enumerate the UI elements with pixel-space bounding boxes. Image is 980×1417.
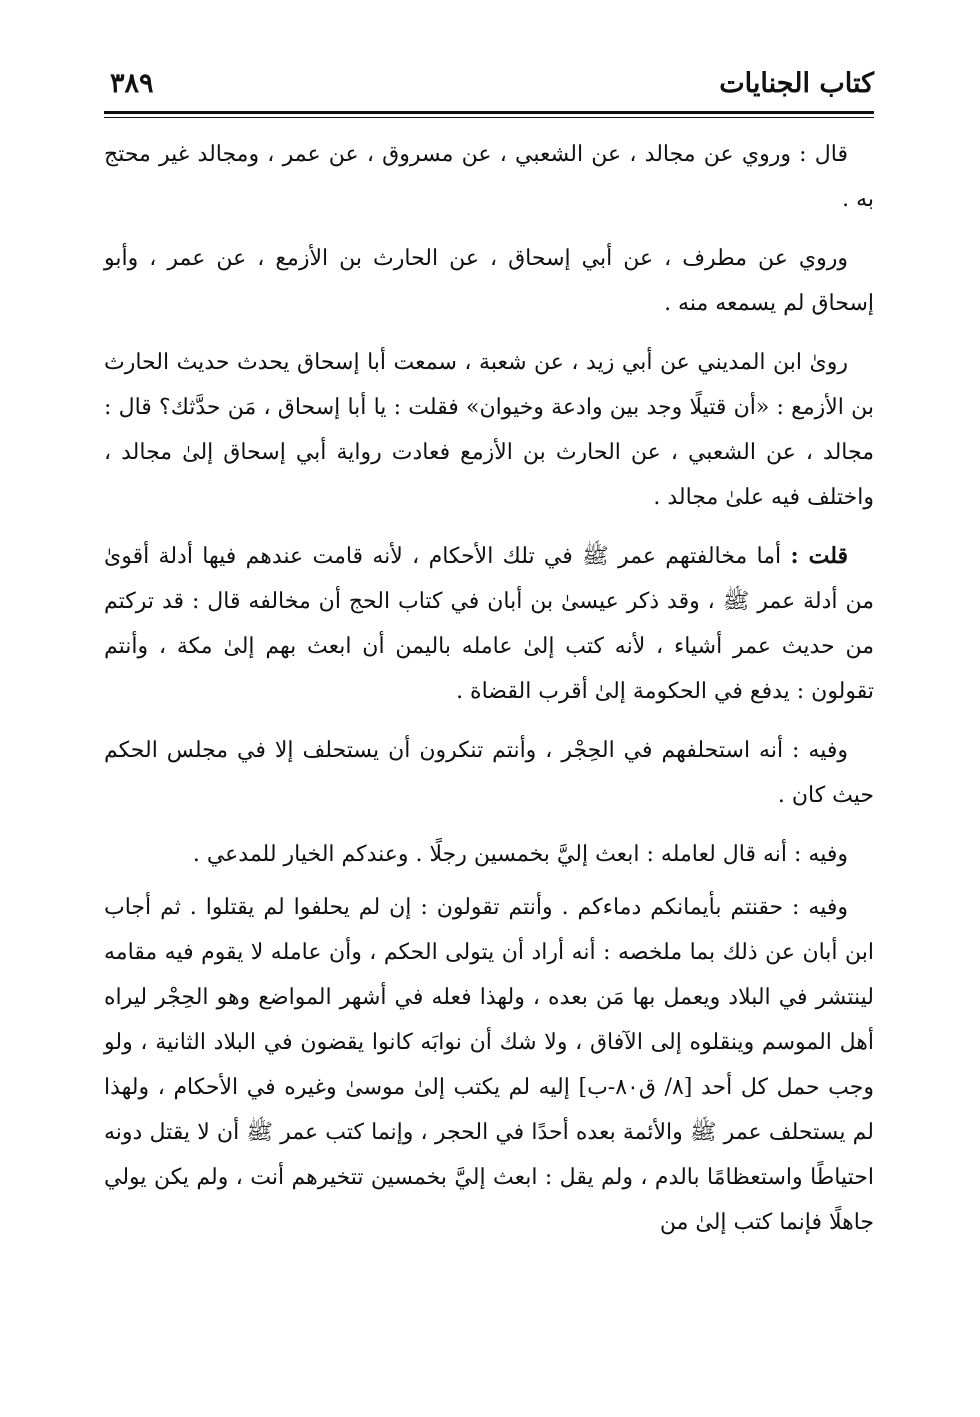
paragraph-text: أما مخالفتهم عمر ﷺ في تلك الأحكام ، لأنه قامت عندهم فيها أدلة أقوىٰ من أدلة عمر ﷺ ، وقد ذكر عيسىٰ بن أبان في كتاب الحج أن مخالفه قال : قد تركتم من حديث عمر أشياء ، لأنه كتب إلىٰ عامله باليمن أن ابعث بهم إلىٰ مكة ، وأنتم تقولون : يدفع في الحكومة إلىٰ أقرب القضاة .	[104, 544, 874, 704]
paragraph	[104, 885, 874, 1245]
paragraph-text: وفيه : حقنتم بأيمانكم دماءكم . وأنتم تقولون : إن لم يحلفوا لم يقتلوا . ثم أجاب ابن أبان عن ذلك بما ملخصه : أنه أراد أن يتولى الحكم ، وأن عامله لا يقوم فيه مقامه لينتشر في البلاد ويعمل بها مَن بعده ، ولهذا فعله في أشهر المواضع وهو الحِجْر ليراه أهل الموسم وينقلوه إلى الآفاق ، ولا شك أن نوابَه كانوا يقضون في البلاد الثانية ، ولو وجب حمل كل أحد [٨/ ق٨٠-ب] إليه لم يكتب إلىٰ موسىٰ وغيره في الأحكام ، ولهذا لم يستحلف عمر ﷺ والأئمة بعده أحدًا في الحجر ، وإنما كتب عمر ﷺ أن لا يقتل دونه احتياطًا واستعظامًا بالدم ، ولم يقل : ابعث إليَّ بخمسين تتخيرهم أنت ، ولم يكن يولي جاهلًا فإنما كتب إلىٰ من	[104, 895, 874, 1235]
paragraph-text: وفيه : أنه قال لعامله : ابعث إليَّ بخمسين رجلًا . وعندكم الخيار للمدعي .	[192, 842, 848, 867]
paragraph-text: روىٰ ابن المديني عن أبي زيد ، عن شعبة ، سمعت أبا إسحاق يحدث حديث الحارث بن الأزمع : «أن قتيلًا وجد بين وادعة وخيوان» فقلت : يا أبا إسحاق ، مَن حدَّثك؟ قال : مجالد ، عن الشعبي ، عن الحارث بن الأزمع فعادت رواية أبي إسحاق إلىٰ مجالد ، واختلف فيه علىٰ مجالد .	[104, 350, 874, 510]
paragraph	[104, 132, 874, 222]
page-number: ٣٨٩	[110, 68, 154, 99]
header-rule-thick	[104, 111, 874, 114]
body-text	[104, 132, 874, 1245]
paragraph-text: وفيه : أنه استحلفهم في الحِجْر ، وأنتم تنكرون أن يستحلف إلا في مجلس الحكم حيث كان .	[104, 738, 874, 808]
header-rule-thin	[104, 117, 874, 118]
paragraph-text: قال : وروي عن مجالد ، عن الشعبي ، عن مسروق ، عن عمر ، ومجالد غير محتج به .	[104, 142, 874, 212]
paragraph-text: وروي عن مطرف ، عن أبي إسحاق ، عن الحارث بن الأزمع ، عن عمر ، وأبو إسحاق لم يسمعه منه .	[104, 246, 874, 316]
paragraph	[104, 340, 874, 520]
paragraph	[104, 728, 874, 818]
paragraph	[104, 832, 874, 877]
paragraph	[104, 534, 874, 714]
paragraph	[104, 236, 874, 326]
paragraph-lead-word: قلت :	[790, 543, 848, 569]
book-title: كتاب الجنايات	[719, 68, 874, 99]
page-header	[104, 62, 874, 106]
book-page	[104, 62, 874, 1259]
